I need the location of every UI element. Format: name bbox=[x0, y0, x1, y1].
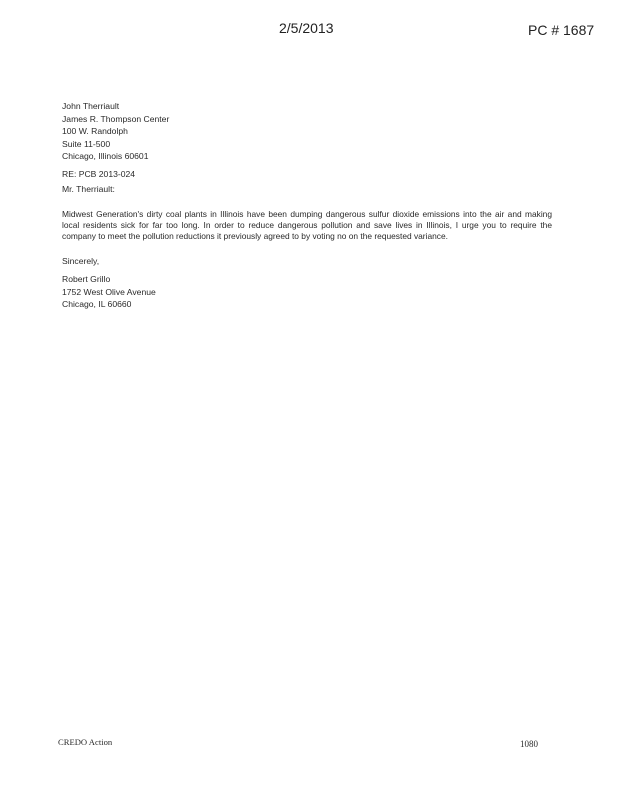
recipient-street: 100 W. Randolph bbox=[62, 126, 128, 136]
header-date: 2/5/2013 bbox=[279, 20, 334, 36]
footer-organization: CREDO Action bbox=[58, 737, 113, 747]
letter-body: Midwest Generation's dirty coal plants in Illinois have been dumping dangerous sulfur dioxide emissions into the air and making local residents sick for far too long. In order to reduce dangerous pollution and save lives in Illinois, I urge you to require the company to meet the pollution reductions it previously agreed to by voting no on the requested variance. bbox=[62, 209, 552, 241]
closing: Sincerely, bbox=[62, 256, 100, 266]
sender-address bbox=[62, 273, 156, 311]
salutation: Mr. Therriault: bbox=[62, 184, 115, 194]
page-number: 1080 bbox=[520, 739, 538, 749]
sender-name: Robert Grillo bbox=[62, 274, 111, 284]
reference-line: RE: PCB 2013-024 bbox=[62, 169, 136, 179]
recipient-address bbox=[62, 100, 169, 163]
sender-city: Chicago, IL 60660 bbox=[62, 299, 132, 309]
recipient-building: James R. Thompson Center bbox=[62, 113, 170, 124]
recipient-name: John Therriault bbox=[62, 101, 120, 111]
sender-street: 1752 West Olive Avenue bbox=[62, 286, 156, 297]
public-comment-number: PC # 1687 bbox=[528, 22, 595, 38]
recipient-suite: Suite 11-500 bbox=[62, 138, 111, 149]
recipient-city: Chicago, Illinois 60601 bbox=[62, 151, 149, 161]
